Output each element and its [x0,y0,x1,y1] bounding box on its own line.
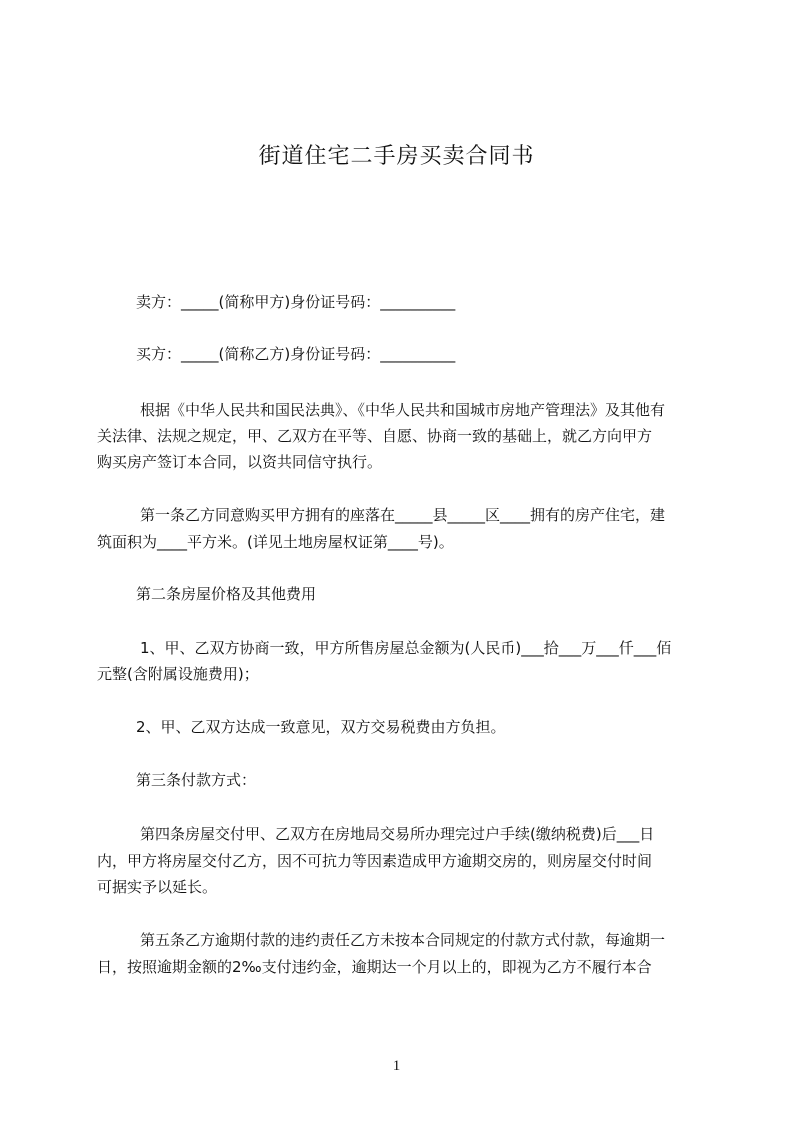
preamble-line-1: 根据《中华人民共和国民法典》、《中华人民共和国城市房地产管理法》及其他有 [140,401,666,419]
article1-line-1: 第一条乙方同意购买甲方拥有的座落在_____县_____区____拥有的房产住宅，建 [140,506,666,524]
article2-item1-line-1: 1、甲、乙双方协商一致，甲方所售房屋总金额为(人民币)___拾___万___仟___佰 [140,639,672,657]
article5-line-1: 第五条乙方逾期付款的违约责任乙方未按本合同规定的付款方式付款，每逾期一 [140,931,666,949]
article4-line-2: 内，甲方将房屋交付乙方，因不可抗力等因素造成甲方逾期交房的，则房屋交付时间 [97,852,653,870]
preamble-line-3: 购买房产签订本合同，以资共同信守执行。 [97,453,383,471]
buyer-line: 买方：_____(简称乙方)身份证号码：__________ [136,345,456,363]
document-title: 街道住宅二手房买卖合同书 [258,144,535,169]
page-number: 1 [392,1058,401,1074]
article4-line-1: 第四条房屋交付甲、乙双方在房地局交易所办理完过户手续(缴纳税费)后___日 [140,825,655,843]
preamble-line-2: 关法律、法规之规定，甲、乙双方在平等、自愿、协商一致的基础上，就乙方向甲方 [97,427,653,445]
article2-heading: 第二条房屋价格及其他费用 [136,585,317,603]
article5-line-2: 日，按照逾期金额的2‰支付违约金，逾期达一个月以上的，即视为乙方不履行本合 [97,958,652,976]
article2-item1-line-2: 元整(含附属设施费用)； [97,665,259,683]
article1-line-2: 筑面积为____平方米。(详见土地房屋权证第____号)。 [97,533,454,551]
article4-line-3: 可据实予以延长。 [97,878,218,896]
article2-item2: 2、甲、乙双方达成一致意见，双方交易税费由方负担。 [136,718,506,736]
seller-line: 卖方：_____(简称甲方)身份证号码：__________ [136,293,456,311]
article3-heading: 第三条付款方式： [136,771,257,789]
